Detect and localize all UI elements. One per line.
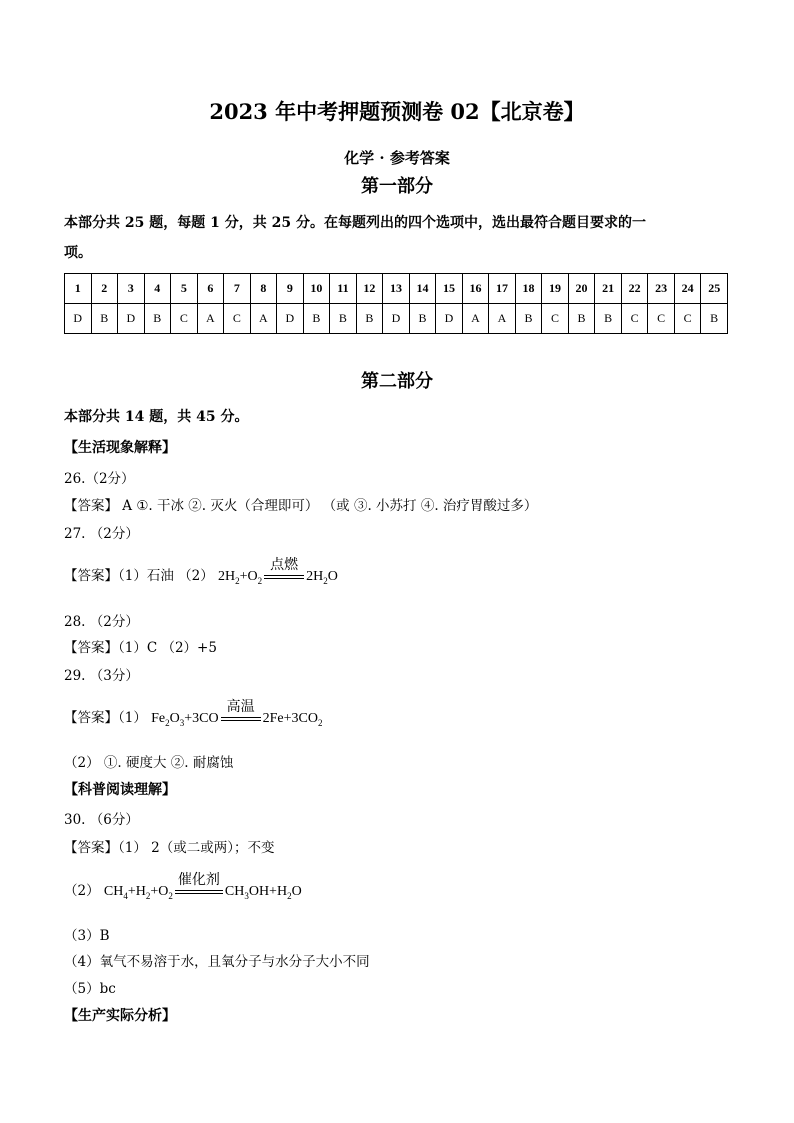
q29-label: 29. （3分） <box>64 668 139 684</box>
answer-cell: B <box>568 304 595 334</box>
question-number-cell: 20 <box>568 274 595 304</box>
question-number-cell: 19 <box>542 274 569 304</box>
question-number-cell: 13 <box>383 274 410 304</box>
part2-heading: 第二部分 <box>361 371 433 392</box>
answer-cell: B <box>303 304 330 334</box>
q27-answer <box>64 557 338 586</box>
answer-cell: D <box>383 304 410 334</box>
q30-answer-3: （3）B <box>64 928 110 944</box>
question-number-cell: 21 <box>595 274 622 304</box>
q27-condition: 点燃 <box>270 557 299 573</box>
q30-answer2-prefix: （2） <box>64 883 100 899</box>
section-production-analysis: 【生产实际分析】 <box>64 1008 176 1024</box>
answer-cell: C <box>542 304 569 334</box>
answer-cell: A <box>489 304 516 334</box>
q30-label: 30. （6分） <box>64 812 139 828</box>
part2-intro: 本部分共 14 题，共 45 分。 <box>64 409 249 425</box>
answer-table-number-row <box>65 274 728 304</box>
document-subtitle: 化学 · 参考答案 <box>344 149 450 167</box>
q29-answer-prefix: 【答案】（1） <box>64 710 147 726</box>
question-number-cell: 25 <box>701 274 728 304</box>
q27-equation: $2H_2+O_2$ 点燃 $2H_2O$ <box>218 569 338 584</box>
part1-intro-line1: 本部分共 25 题，每题 1 分，共 25 分。在每题列出的四个选项中，选出最符合题目要求的一 <box>64 215 646 231</box>
q29-condition: 高温 <box>226 699 255 715</box>
answer-cell: D <box>65 304 92 334</box>
answer-cell: D <box>436 304 463 334</box>
q30-condition: 催化剂 <box>177 872 220 888</box>
answer-cell: C <box>171 304 198 334</box>
answer-cell: B <box>330 304 357 334</box>
answer-cell: A <box>250 304 277 334</box>
question-number-cell: 6 <box>197 274 224 304</box>
q29-answer <box>64 699 323 728</box>
question-number-cell: 24 <box>674 274 701 304</box>
answer-cell: D <box>118 304 145 334</box>
question-number-cell: 23 <box>648 274 675 304</box>
q28-answer: 【答案】（1）C （2）+5 <box>64 640 217 656</box>
document-title: 2023 年中考押题预测卷 02【北京卷】 <box>209 99 585 124</box>
answer-table <box>64 273 728 334</box>
question-number-cell: 1 <box>65 274 92 304</box>
question-number-cell: 4 <box>144 274 171 304</box>
q27-label: 27. （2分） <box>64 526 139 542</box>
q30-answer-5: （5）bc <box>64 981 116 997</box>
q27-answer-prefix: 【答案】（1）石油 （2） <box>64 568 214 584</box>
question-number-cell: 10 <box>303 274 330 304</box>
answer-cell: B <box>144 304 171 334</box>
answer-cell: B <box>409 304 436 334</box>
question-number-cell: 12 <box>356 274 383 304</box>
question-number-cell: 17 <box>489 274 516 304</box>
answer-cell: A <box>197 304 224 334</box>
q26-answer: 【答案】 A ①. 干冰 ②. 灭火（合理即可） （或 ③. 小苏打 ④. 治疗胃酸过多） <box>64 498 538 514</box>
question-number-cell: 11 <box>330 274 357 304</box>
q29-equation: $Fe_2O_3+3CO$ 高温 $2Fe+3CO_2$ <box>151 711 322 726</box>
answer-cell: C <box>648 304 675 334</box>
q30-answer-1: 【答案】（1） 2（或二或两）；不变 <box>64 840 275 856</box>
answer-cell: A <box>462 304 489 334</box>
answer-cell: D <box>277 304 304 334</box>
question-number-cell: 3 <box>118 274 145 304</box>
answer-cell: C <box>224 304 251 334</box>
q26-label: 26.（2分） <box>64 471 135 487</box>
answer-cell: B <box>356 304 383 334</box>
question-number-cell: 8 <box>250 274 277 304</box>
section-life-phenomena: 【生活现象解释】 <box>64 440 176 456</box>
q28-label: 28. （2分） <box>64 614 139 630</box>
q30-answer-2 <box>64 872 302 901</box>
question-number-cell: 16 <box>462 274 489 304</box>
question-number-cell: 5 <box>171 274 198 304</box>
part1-heading: 第一部分 <box>361 176 433 197</box>
question-number-cell: 14 <box>409 274 436 304</box>
answer-cell: B <box>515 304 542 334</box>
q30-equation: $CH_4+H_2+O_2$ 催化剂 $CH_3OH+H_2O$ <box>104 884 302 899</box>
q29-answer-part2: （2） ①. 硬度大 ②. 耐腐蚀 <box>64 755 234 771</box>
part1-intro-line2: 项。 <box>64 245 92 261</box>
q30-answer-4: （4）氧气不易溶于水，且氧分子与水分子大小不同 <box>64 954 370 970</box>
answer-cell: B <box>595 304 622 334</box>
question-number-cell: 9 <box>277 274 304 304</box>
answer-table-answer-row <box>65 304 728 334</box>
answer-cell: B <box>91 304 118 334</box>
question-number-cell: 2 <box>91 274 118 304</box>
question-number-cell: 18 <box>515 274 542 304</box>
question-number-cell: 15 <box>436 274 463 304</box>
answer-cell: B <box>701 304 728 334</box>
question-number-cell: 22 <box>621 274 648 304</box>
section-science-reading: 【科普阅读理解】 <box>64 782 176 798</box>
answer-cell: C <box>621 304 648 334</box>
answer-cell: C <box>674 304 701 334</box>
question-number-cell: 7 <box>224 274 251 304</box>
